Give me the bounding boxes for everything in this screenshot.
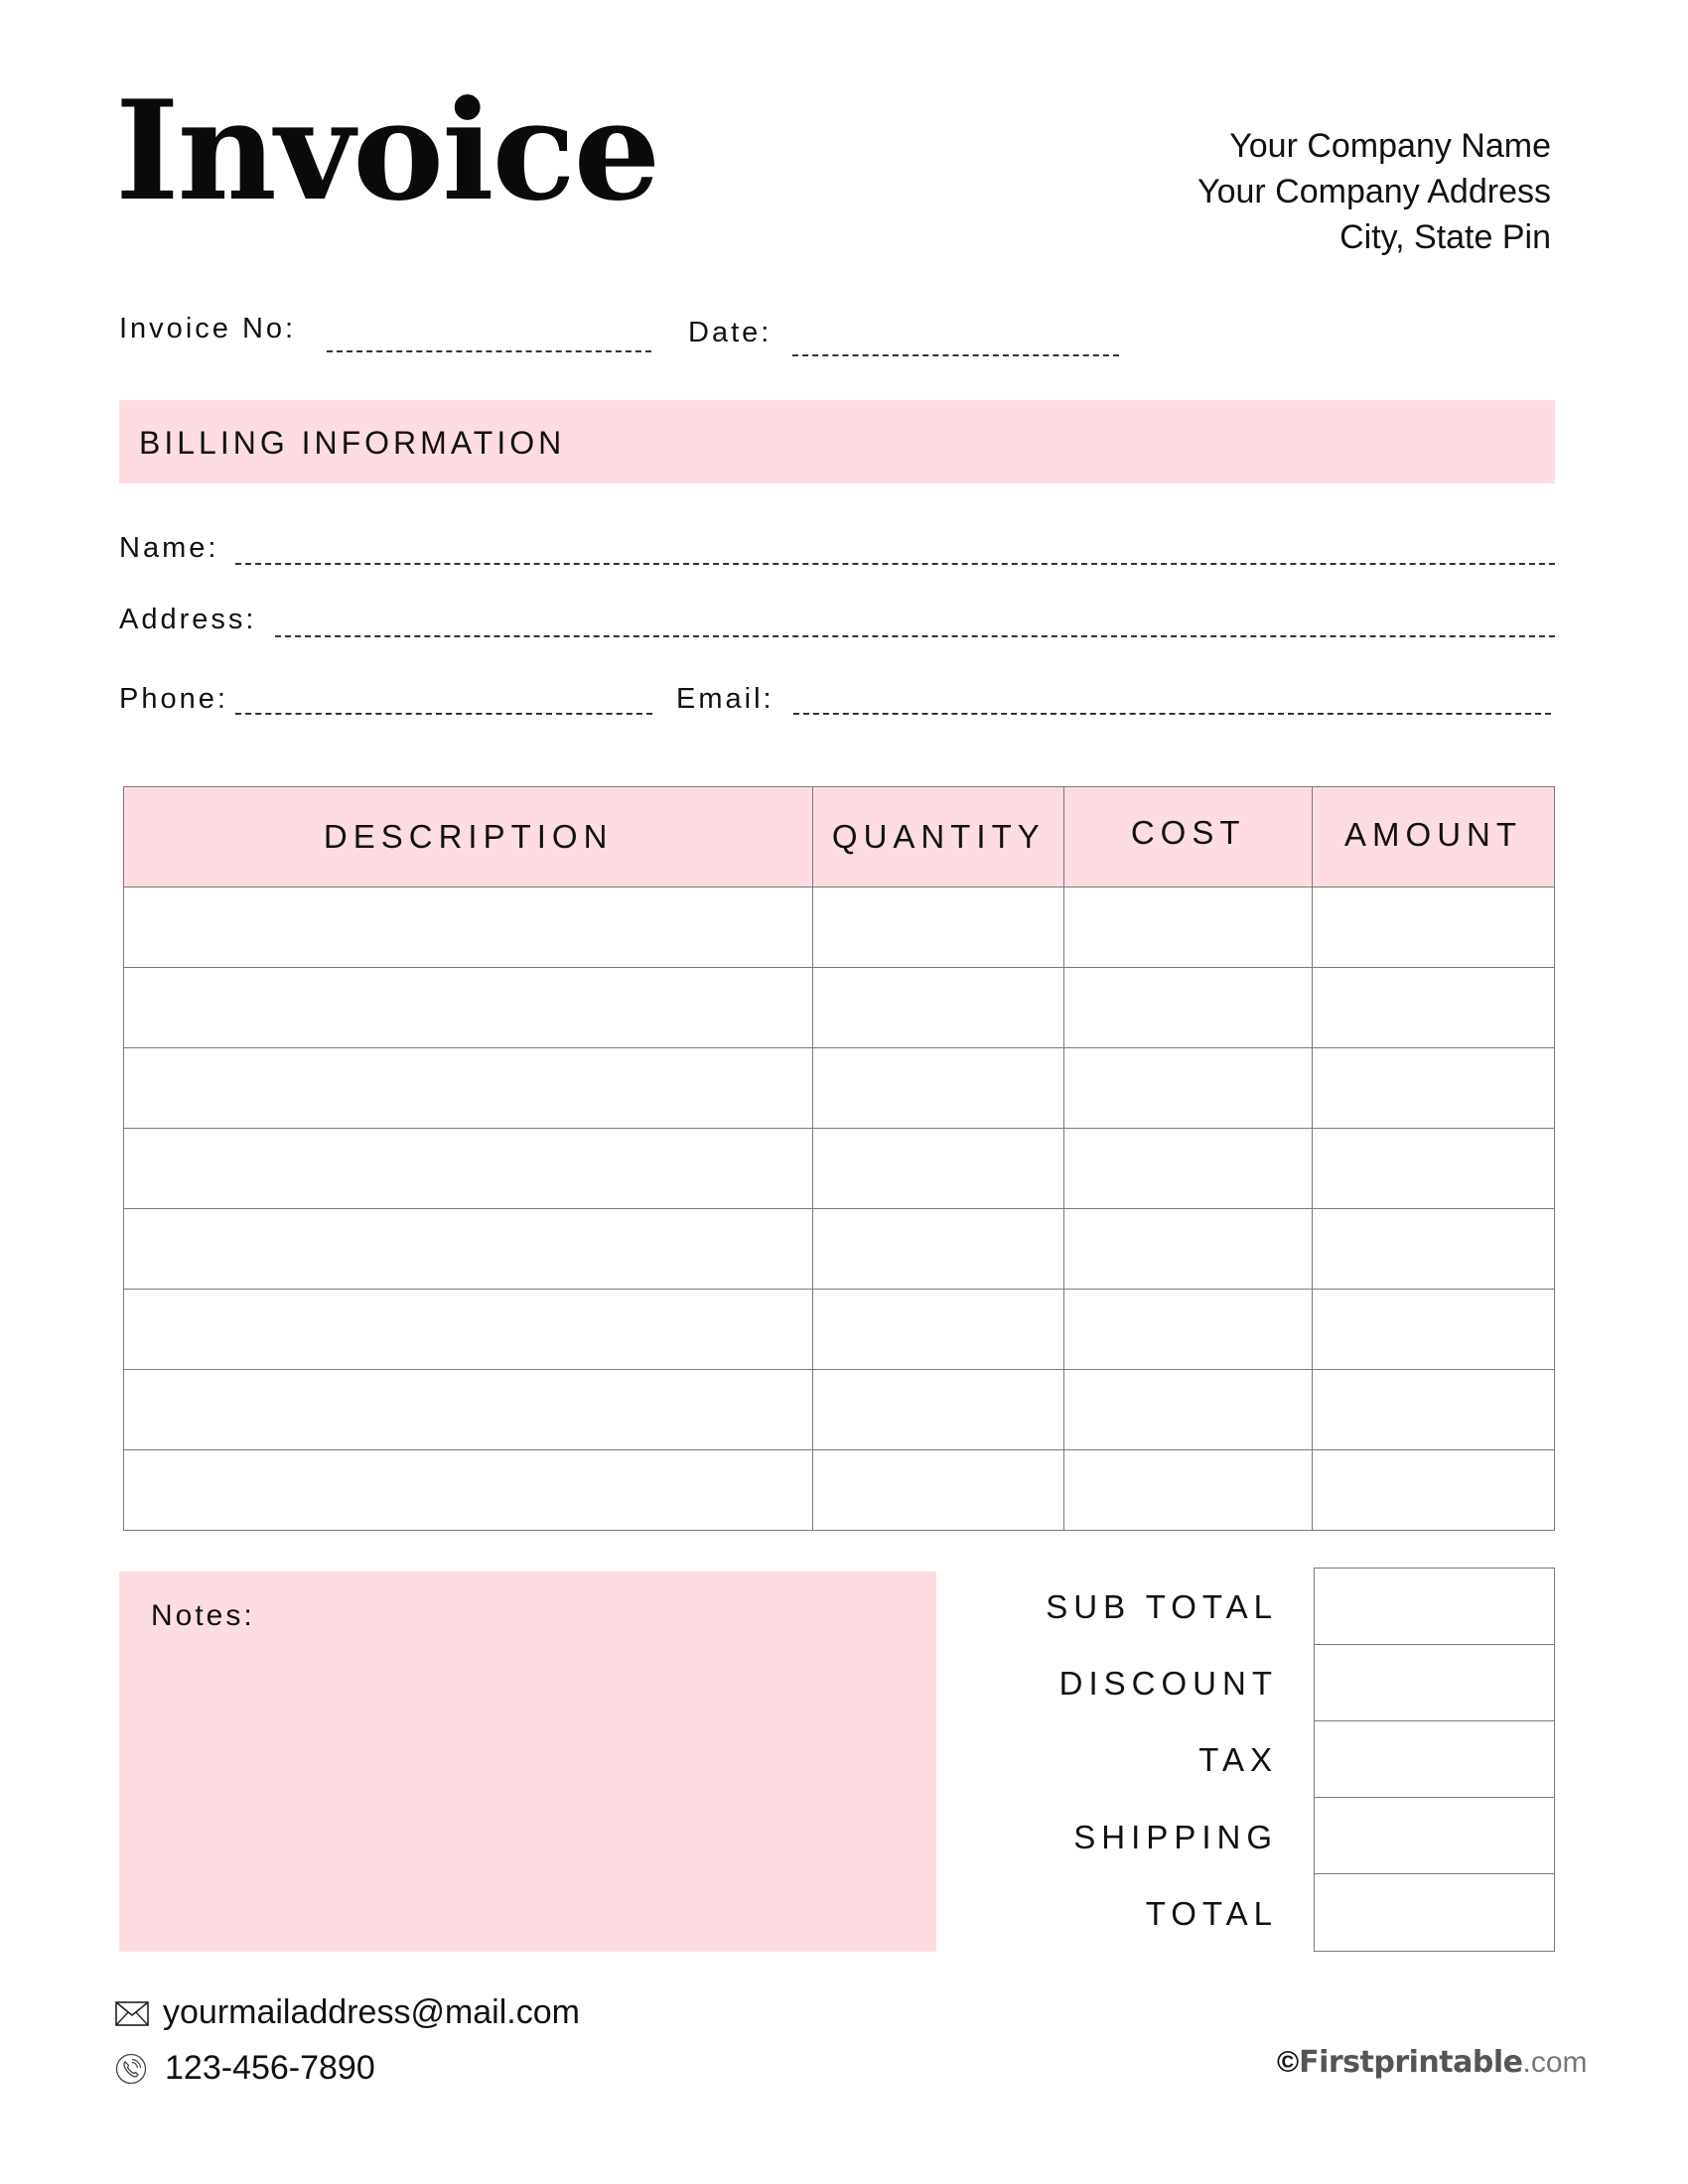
amount-cell[interactable] [1313, 1290, 1555, 1370]
quantity-cell[interactable] [813, 1129, 1064, 1209]
notes-label: Notes: [151, 1599, 255, 1632]
footer-email: yourmailaddress@mail.com [163, 1993, 580, 2031]
description-cell[interactable] [124, 968, 813, 1048]
column-header-amount: AMOUNT [1313, 787, 1555, 887]
cost-cell[interactable] [1064, 1129, 1313, 1209]
totals-labels [953, 1568, 1278, 1951]
shipping-label: SHIPPING [1073, 1818, 1278, 1855]
table-row [124, 1450, 1555, 1531]
subtotal-value[interactable] [1315, 1569, 1554, 1645]
shipping-value[interactable] [1315, 1798, 1554, 1874]
quantity-cell[interactable] [813, 887, 1064, 968]
notes-box[interactable] [119, 1571, 936, 1952]
items-table [123, 786, 1555, 1531]
brand-name: Firstprintable [1299, 2045, 1523, 2080]
invoice-no-field[interactable] [327, 350, 651, 352]
table-row [124, 1209, 1555, 1290]
tax-label: TAX [1198, 1741, 1278, 1779]
quantity-cell[interactable] [813, 1209, 1064, 1290]
description-cell[interactable] [124, 1290, 813, 1370]
company-city: City, State Pin [1339, 218, 1551, 256]
column-header-cost: COST [1064, 787, 1313, 887]
amount-cell[interactable] [1313, 1129, 1555, 1209]
table-row [124, 1129, 1555, 1209]
cost-cell[interactable] [1064, 887, 1313, 968]
amount-cell[interactable] [1313, 1370, 1555, 1450]
date-label: Date: [688, 317, 773, 348]
name-field[interactable] [235, 563, 1555, 565]
total-label: TOTAL [1145, 1894, 1278, 1932]
table-row [124, 887, 1555, 968]
amount-cell[interactable] [1313, 1048, 1555, 1129]
amount-cell[interactable] [1313, 1450, 1555, 1531]
phone-icon [115, 2053, 147, 2085]
discount-value[interactable] [1315, 1645, 1554, 1721]
cost-cell[interactable] [1064, 1209, 1313, 1290]
description-cell[interactable] [124, 1370, 813, 1450]
footer-phone: 123-456-7890 [165, 2049, 375, 2087]
billing-title: BILLING INFORMATION [139, 425, 566, 461]
cost-cell[interactable] [1064, 1048, 1313, 1129]
description-cell[interactable] [124, 1450, 813, 1531]
description-cell[interactable] [124, 1209, 813, 1290]
totals-boxes [1314, 1568, 1555, 1952]
table-row [124, 1048, 1555, 1129]
amount-cell[interactable] [1313, 1209, 1555, 1290]
table-row [124, 1290, 1555, 1370]
address-label: Address: [119, 604, 257, 635]
address-field[interactable] [275, 635, 1555, 637]
envelope-icon [115, 2001, 149, 2026]
quantity-cell[interactable] [813, 1048, 1064, 1129]
cost-cell[interactable] [1064, 1450, 1313, 1531]
company-name: Your Company Name [1229, 127, 1551, 165]
cost-cell[interactable] [1064, 1370, 1313, 1450]
brand-suffix: .com [1522, 2046, 1588, 2079]
quantity-cell[interactable] [813, 1450, 1064, 1531]
company-address: Your Company Address [1197, 173, 1551, 210]
copyright-icon: © [1277, 2046, 1300, 2079]
subtotal-label: SUB TOTAL [1046, 1588, 1278, 1625]
company-info [1197, 123, 1551, 260]
tax-value[interactable] [1315, 1721, 1554, 1798]
billing-header-band [119, 400, 1555, 483]
name-label: Name: [119, 532, 219, 564]
cost-cell[interactable] [1064, 968, 1313, 1048]
description-cell[interactable] [124, 1048, 813, 1129]
phone-field[interactable] [235, 713, 652, 715]
cost-cell[interactable] [1064, 1290, 1313, 1370]
table-row [124, 968, 1555, 1048]
quantity-cell[interactable] [813, 1370, 1064, 1450]
column-header-description: DESCRIPTION [124, 787, 813, 887]
description-cell[interactable] [124, 1129, 813, 1209]
total-value[interactable] [1315, 1874, 1554, 1951]
phone-label: Phone: [119, 683, 228, 715]
table-header-row [124, 787, 1555, 887]
quantity-cell[interactable] [813, 968, 1064, 1048]
invoice-no-label: Invoice No: [119, 313, 297, 344]
discount-label: DISCOUNT [1058, 1665, 1278, 1703]
column-header-quantity: QUANTITY [813, 787, 1064, 887]
date-field[interactable] [792, 354, 1119, 356]
amount-cell[interactable] [1313, 887, 1555, 968]
table-row [124, 1370, 1555, 1450]
amount-cell[interactable] [1313, 968, 1555, 1048]
quantity-cell[interactable] [813, 1290, 1064, 1370]
email-label: Email: [676, 683, 774, 715]
email-field[interactable] [793, 713, 1551, 715]
brand-watermark [1277, 2045, 1588, 2080]
invoice-title: Invoice [115, 69, 659, 231]
description-cell[interactable] [124, 887, 813, 968]
